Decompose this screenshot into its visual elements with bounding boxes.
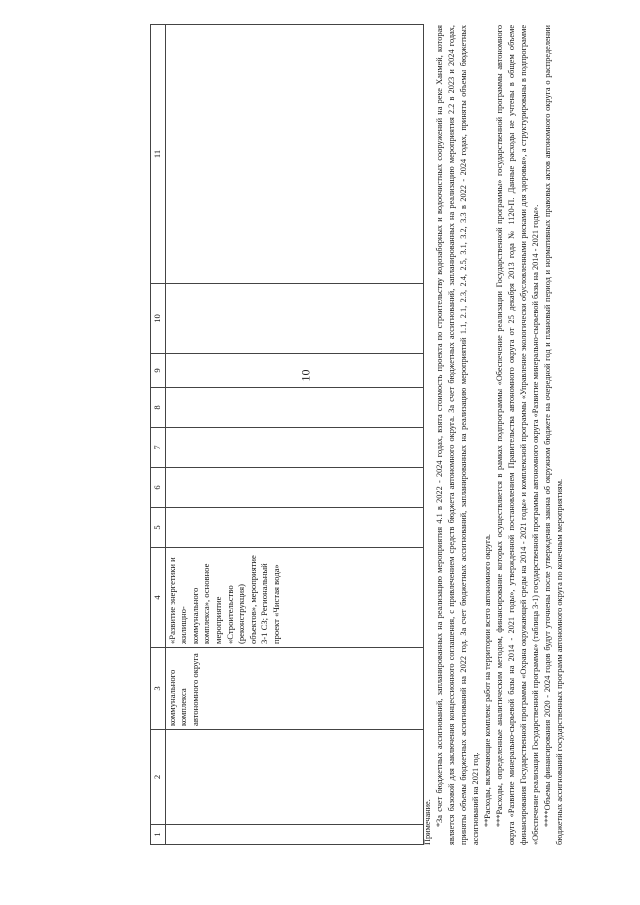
header-cell-11: 11 xyxy=(151,25,166,284)
note-1: *За счет бюджетных ассигнований, запланированных на реализацию мероприятия 4.1 в 2022 - 2024 годах, взята стоимость проекта по строительству водозаборных и водоочистных сооружений на реке Ханмей, которая является базовой для заключения концессионного соглашения, с привлечением средств бюджета автономного округа. За счет бюджетных ассигнований, запланированных на реализацию мероприятия 2.2 в 2023 и 2024 годах, приняты объемы бюджетных ассигнований на 2022 год. За счет бюджетных ассигнований, запланированных на реализацию мероприятий 1.1, 2.1, 2.3, 2.4, 2.5, 3.1, 3.2, 3.3 в 2022 - 2024 годах, приняты объемы бюджетных ассигнований на 2021 год. xyxy=(435,25,480,845)
header-cell-8: 8 xyxy=(151,388,166,428)
cell-3: коммунального комплекса автономного округа xyxy=(165,648,423,730)
header-cell-9: 9 xyxy=(151,354,166,388)
note-4: ****Объемы финансирования 2020 - 2024 годов будут уточнены после утверждения закона об окружном бюджете на очередной год и плановый период и нормативных правовых актов автономного округа о распределении бюджетных ассигнований государственных программ автономного округа по конечным мероприятиям. xyxy=(543,25,564,845)
header-cell-7: 7 xyxy=(151,428,166,468)
cell-1 xyxy=(165,825,423,845)
cell-4: «Развитие энергетики и жилищно-коммунального комплекса», основное мероприятие «Строительство (реконструкция) объектов», мероприятие 3-1 СЗ; Региональный проект «Чистая вода» xyxy=(165,548,423,648)
cell-10 xyxy=(165,284,423,354)
notes-section xyxy=(422,25,566,845)
header-cell-3: 3 xyxy=(151,648,166,730)
note-2: **Расходы, включающие комплекс работ на территории всего автономного округа. xyxy=(483,534,492,827)
note-3: ***Расходы, определенные аналитическим методом, финансирование которых осуществляется в рамках подпрограммы «Обеспечение реализации Государственной программы» государственной программы автономного округа «Развитие минерально-сырьевой базы на 2014 - 2021 годы», утвержденной постановлением Правительства автономного округа от 25 декабря 2013 года № 1120-П. Данные расходы не учтены в общем объеме финансирования Государственной программы «Охрана окружающей среды на 2014 - 2021 годы» и комплексной программы «Управление экологически обусловленными рисками для здоровья», а структурированы в подпрограмме «Обеспечение реализации Государственной программы» (таблица 3-1) государственной программы автономного округа «Развитие минерально-сырьевой базы на 2014 - 2021 годы». xyxy=(495,25,540,845)
header-cell-2: 2 xyxy=(151,730,166,825)
table-row xyxy=(165,25,423,845)
header-cell-1: 1 xyxy=(151,825,166,845)
cell-5 xyxy=(165,508,423,548)
cell-6 xyxy=(165,468,423,508)
rotated-sheet xyxy=(150,25,564,845)
cell-11 xyxy=(165,25,423,284)
cell-8 xyxy=(165,388,423,428)
header-cell-6: 6 xyxy=(151,468,166,508)
cell-2 xyxy=(165,730,423,825)
notes-title: Примечание. xyxy=(423,799,432,845)
header-cell-4: 4 xyxy=(151,548,166,648)
page-number: 10 xyxy=(298,369,313,382)
table-header-row xyxy=(151,25,166,845)
program-table xyxy=(150,24,424,845)
header-cell-5: 5 xyxy=(151,508,166,548)
cell-7 xyxy=(165,428,423,468)
header-cell-10: 10 xyxy=(151,284,166,354)
cell-9 xyxy=(165,354,423,388)
